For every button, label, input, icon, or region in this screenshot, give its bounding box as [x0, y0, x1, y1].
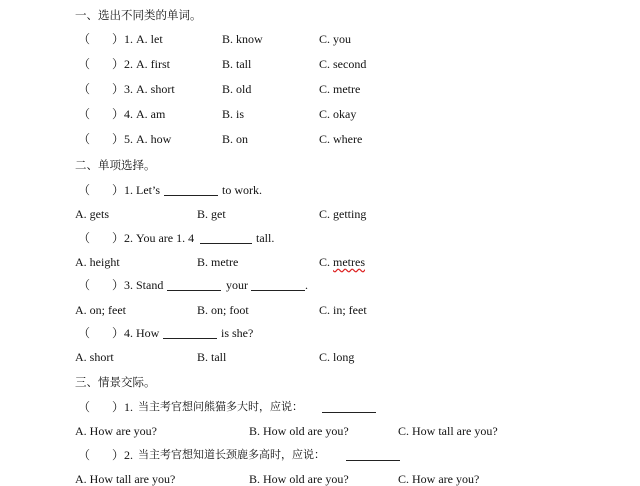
option-b: B. know: [222, 32, 263, 46]
answer-paren-open: （: [78, 57, 91, 71]
question-stem: your: [226, 278, 248, 292]
question-number: 4.: [124, 326, 133, 340]
question-stem: tall.: [256, 231, 275, 245]
section-3-title: 三、情景交际。: [75, 375, 156, 389]
answer-paren-open: （: [78, 326, 91, 340]
option-b: B. How old are you?: [249, 424, 349, 438]
option-a: A. let: [136, 32, 163, 46]
option-c-prefix: C.: [319, 255, 334, 269]
answer-blank: [167, 290, 221, 291]
question-stem: is she?: [221, 326, 254, 340]
option-c: C. where: [319, 132, 363, 146]
answer-blank: [200, 243, 252, 244]
question-stem: to work.: [222, 183, 262, 197]
answer-blank: [346, 460, 400, 461]
question-number: 1.: [124, 183, 133, 197]
option-a: A. gets: [75, 207, 109, 221]
answer-paren-open: （: [78, 32, 91, 46]
answer-paren-open: （: [78, 82, 91, 96]
question-number: 1.: [124, 32, 133, 46]
answer-paren-close: ）: [112, 107, 125, 121]
option-b: B. on: [222, 132, 249, 146]
question-number: 2.: [124, 231, 133, 245]
option-b: B. How old are you?: [249, 472, 349, 486]
option-a: A. height: [75, 255, 120, 269]
answer-paren-close: ）: [112, 278, 125, 292]
option-c: C. How tall are you?: [398, 424, 498, 438]
question-stem: .: [305, 278, 308, 292]
answer-paren-close: ）: [112, 326, 125, 340]
option-c: C. long: [319, 350, 355, 364]
answer-blank: [163, 338, 217, 339]
answer-paren-open: （: [78, 448, 91, 462]
answer-paren-close: ）: [112, 400, 125, 414]
answer-paren-close: ）: [112, 82, 125, 96]
option-c: C. How are you?: [398, 472, 480, 486]
option-b: B. is: [222, 107, 245, 121]
option-c: C. okay: [319, 107, 357, 121]
option-a: A. how: [136, 132, 172, 146]
question-number: 4.: [124, 107, 133, 121]
option-b: B. old: [222, 82, 252, 96]
question-number: 1.: [124, 400, 133, 414]
answer-paren-open: （: [78, 400, 91, 414]
question-number: 3.: [124, 278, 133, 292]
option-a: A. am: [136, 107, 166, 121]
answer-paren-close: ）: [112, 183, 125, 197]
option-a: A. How tall are you?: [75, 472, 176, 486]
question-stem: Let’s: [136, 183, 160, 197]
option-b: B. get: [197, 207, 226, 221]
question-number: 2.: [124, 57, 133, 71]
answer-paren-open: （: [78, 278, 91, 292]
option-b: B. tall: [222, 57, 252, 71]
option-b: B. on; foot: [197, 303, 249, 317]
answer-paren-close: ）: [112, 132, 125, 146]
answer-blank: [251, 290, 305, 291]
answer-blank: [322, 412, 376, 413]
option-c: C. second: [319, 57, 367, 71]
section-2-title: 二、单项选择。: [75, 158, 156, 172]
option-c: C. in; feet: [319, 303, 367, 317]
option-a: A. first: [136, 57, 170, 71]
option-c: C. metre: [319, 82, 361, 96]
answer-paren-close: ）: [112, 448, 125, 462]
option-b: B. tall: [197, 350, 227, 364]
option-c-word: metres: [333, 255, 366, 269]
question-number: 5.: [124, 132, 133, 146]
option-b: B. metre: [197, 255, 239, 269]
question-number: 2.: [124, 448, 133, 462]
answer-paren-close: ）: [112, 57, 125, 71]
answer-paren-close: ）: [112, 32, 125, 46]
option-c: C. you: [319, 32, 352, 46]
answer-paren-open: （: [78, 107, 91, 121]
answer-blank: [164, 195, 218, 196]
answer-paren-open: （: [78, 183, 91, 197]
question-stem: You are 1. 4: [136, 231, 195, 245]
question-stem: 当主考官想问熊猫多大时，应说：: [138, 400, 303, 413]
option-a: A. short: [75, 350, 114, 364]
answer-paren-open: （: [78, 132, 91, 146]
question-stem: How: [136, 326, 160, 340]
option-a: A. short: [136, 82, 175, 96]
option-a: A. on; feet: [75, 303, 126, 317]
question-stem: 当主考官想知道长颈鹿多高时，应说：: [138, 448, 325, 461]
option-c: C. getting: [319, 207, 367, 221]
section-1-title: 一、选出不同类的单词。: [75, 8, 202, 22]
answer-paren-close: ）: [112, 231, 125, 245]
question-number: 3.: [124, 82, 133, 96]
answer-paren-open: （: [78, 231, 91, 245]
option-a: A. How are you?: [75, 424, 157, 438]
option-c: [319, 255, 365, 269]
question-stem: Stand: [136, 278, 164, 292]
